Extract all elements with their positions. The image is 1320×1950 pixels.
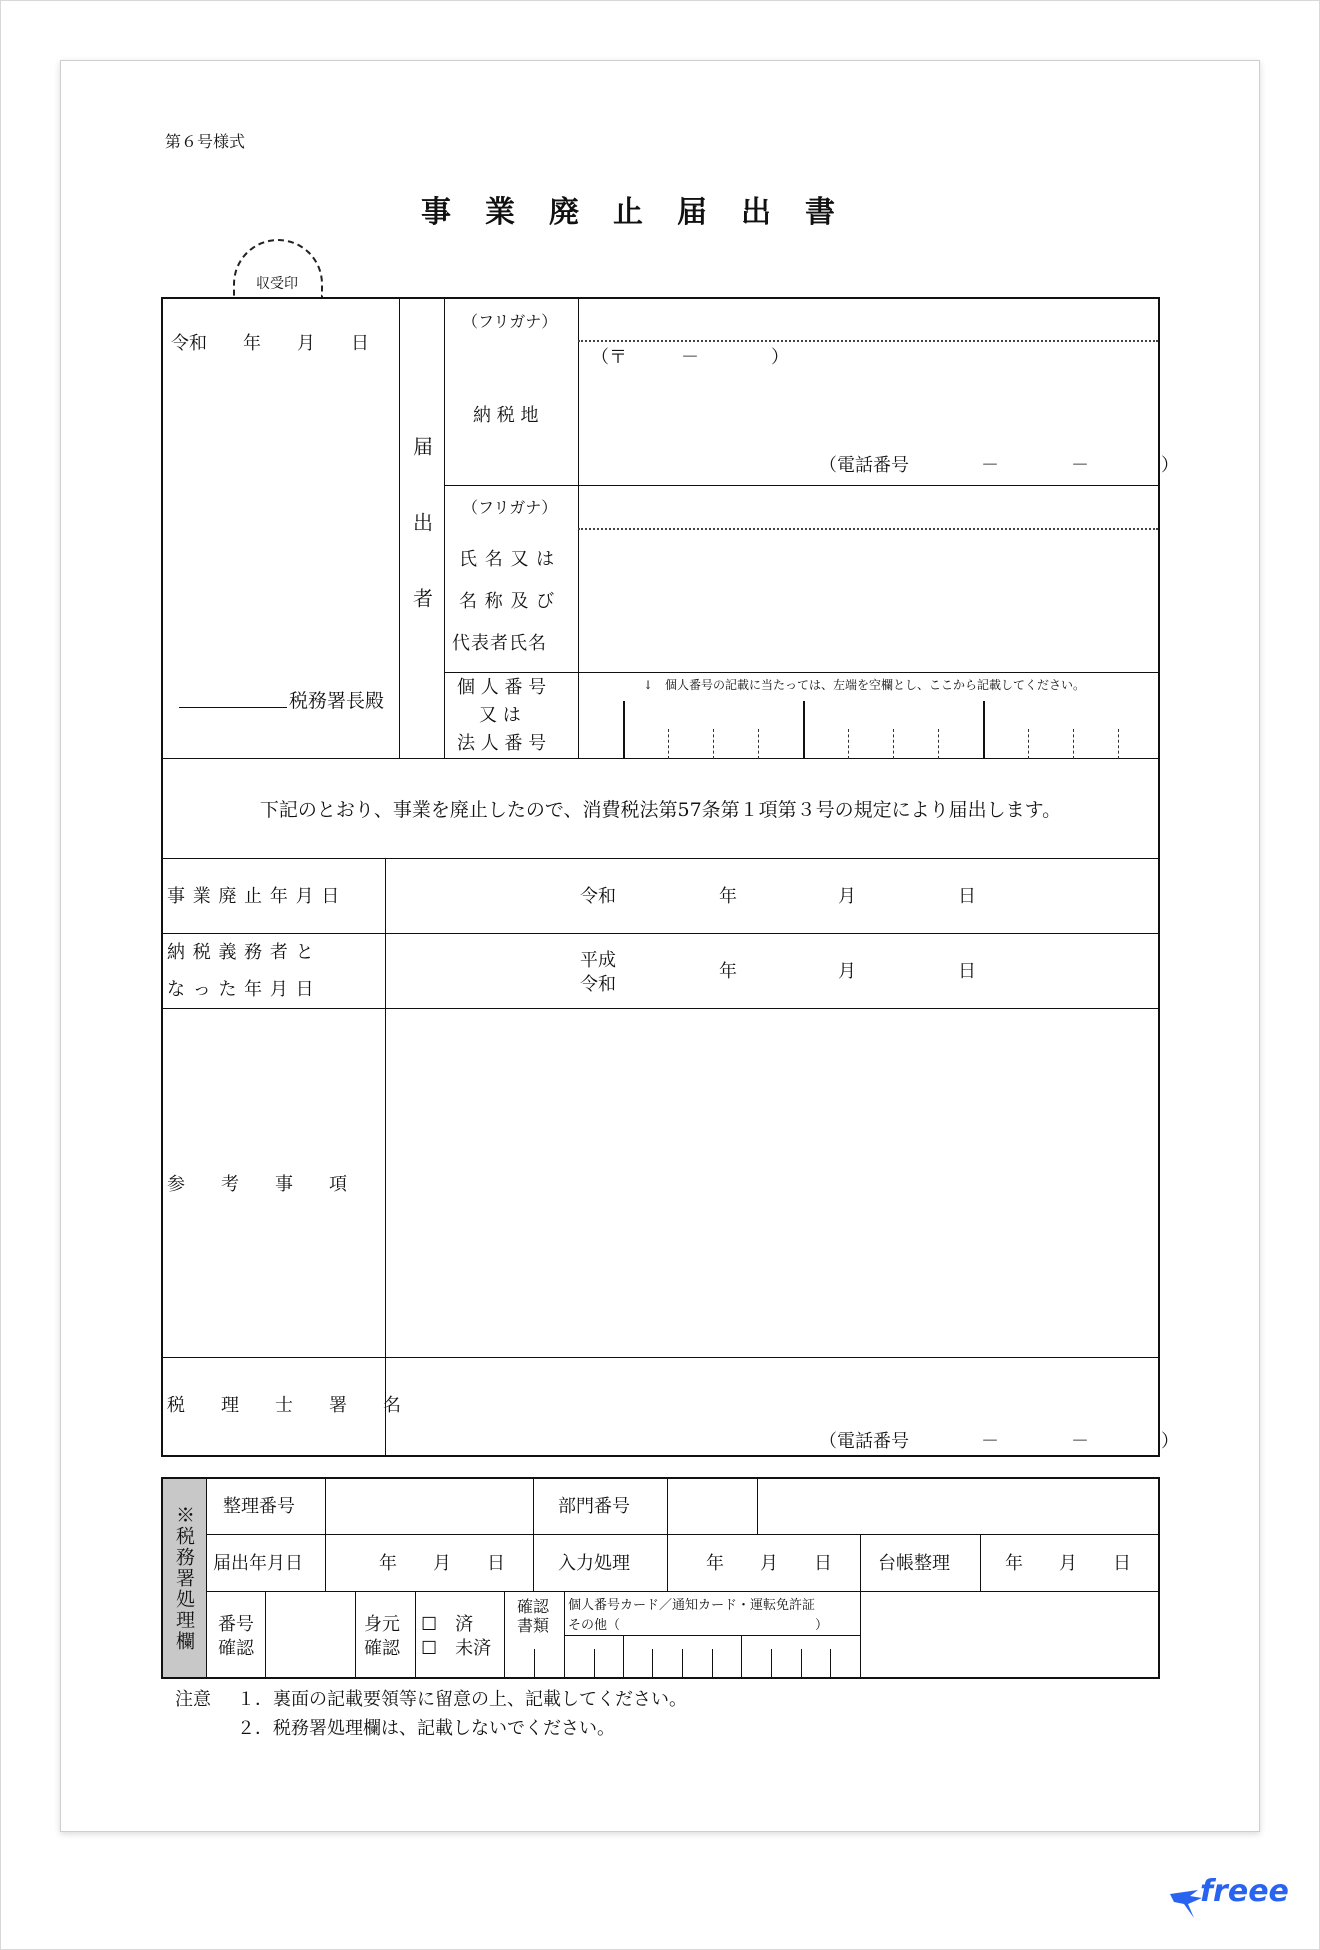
name-label-3: 代表者氏名: [452, 633, 547, 654]
bango-label-1: 番号: [218, 1614, 254, 1635]
tax-place-label: 納 税 地: [473, 405, 539, 426]
form-title: 事 業 廃 止 届 出 書: [421, 195, 837, 230]
kakunin-label-2: 書類: [517, 1616, 550, 1635]
freee-logo-text: freee: [1200, 1874, 1289, 1909]
notes-item-2: ２．税務署処理欄は、記載しないでください。: [237, 1718, 615, 1739]
office-use-table: [161, 1477, 1160, 1679]
kakunin-label-1: 確認: [517, 1597, 550, 1616]
todoke-ymd: 年 月 日: [379, 1553, 505, 1574]
row2-day: 日: [958, 961, 976, 982]
id-note: ↓ 個人番号の記載に当たっては、左端を空欄とし、ここから記載してください。: [643, 678, 1086, 692]
notes-label: 注意: [175, 1689, 211, 1710]
todoke-label: 届出年月日: [213, 1553, 303, 1574]
row3-label: 参 考 事 項: [167, 1174, 347, 1195]
row2-year: 年: [719, 961, 737, 982]
row2-label-1: 納 税 義 務 者 と: [167, 942, 315, 963]
filer-label: 届 出 者: [409, 436, 434, 626]
input-label: 入力処理: [558, 1553, 630, 1574]
statement-text: 下記のとおり、事業を廃止したので、消費税法第57条第１項第３号の規定により届出します。: [259, 798, 1062, 821]
row1-month: 月: [838, 886, 856, 907]
phone-label-1: （電話番号 － － ）: [819, 455, 1179, 476]
postal-code-label: （〒 － ）: [591, 347, 789, 368]
check-not-done: ☐ 未済: [421, 1638, 492, 1659]
row4-label: 税 理 士 署 名: [167, 1395, 401, 1416]
row1-era: 令和: [580, 886, 616, 907]
office-name-blank: [179, 707, 287, 708]
freee-logo: [1168, 1870, 1288, 1924]
id-label-3: 法 人 番 号: [457, 733, 547, 754]
row4-phone: （電話番号 － － ）: [819, 1431, 1179, 1452]
row2-era-2: 令和: [580, 974, 616, 995]
row2-era-1: 平成: [580, 950, 616, 971]
bango-label-2: 確認: [218, 1638, 254, 1659]
receipt-stamp-label: 収受印: [256, 276, 298, 292]
doc-line-2: その他（ ）: [568, 1618, 829, 1633]
row1-year: 年: [719, 886, 737, 907]
filing-date-line: 令和 年 月 日: [171, 333, 369, 354]
bumon-label: 部門番号: [558, 1496, 630, 1517]
office-side-label: ※税務署処理欄: [173, 1504, 195, 1652]
name-label-2: 名 称 及 び: [459, 591, 556, 612]
form-number: 第６号様式: [165, 132, 246, 151]
row1-day: 日: [958, 886, 976, 907]
daicho-ymd: 年 月 日: [1005, 1553, 1131, 1574]
row1-label: 事 業 廃 止 年 月 日: [167, 886, 341, 907]
notes-item-1: １．裏面の記載要領等に留意の上、記載してください。: [237, 1689, 687, 1710]
office-suffix: 税務署長殿: [289, 690, 385, 712]
input-ymd: 年 月 日: [706, 1553, 832, 1574]
check-done: ☐ 済: [421, 1614, 474, 1635]
mimoto-label-1: 身元: [364, 1614, 400, 1635]
name-label-1: 氏 名 又 は: [459, 549, 556, 570]
row2-month: 月: [838, 961, 856, 982]
mimoto-label-2: 確認: [364, 1638, 400, 1659]
row2-label-2: な っ た 年 月 日: [167, 979, 315, 1000]
doc-line-1: 個人番号カード／通知カード・運転免許証: [568, 1598, 816, 1613]
document-page: [60, 60, 1260, 1832]
furigana-label-2: （フリガナ）: [462, 498, 558, 517]
seiri-label: 整理番号: [223, 1496, 295, 1517]
furigana-label-1: （フリガナ）: [462, 312, 558, 331]
daicho-label: 台帳整理: [878, 1553, 950, 1574]
id-label-1: 個 人 番 号: [457, 677, 547, 698]
id-label-2: 又 は: [479, 705, 521, 726]
